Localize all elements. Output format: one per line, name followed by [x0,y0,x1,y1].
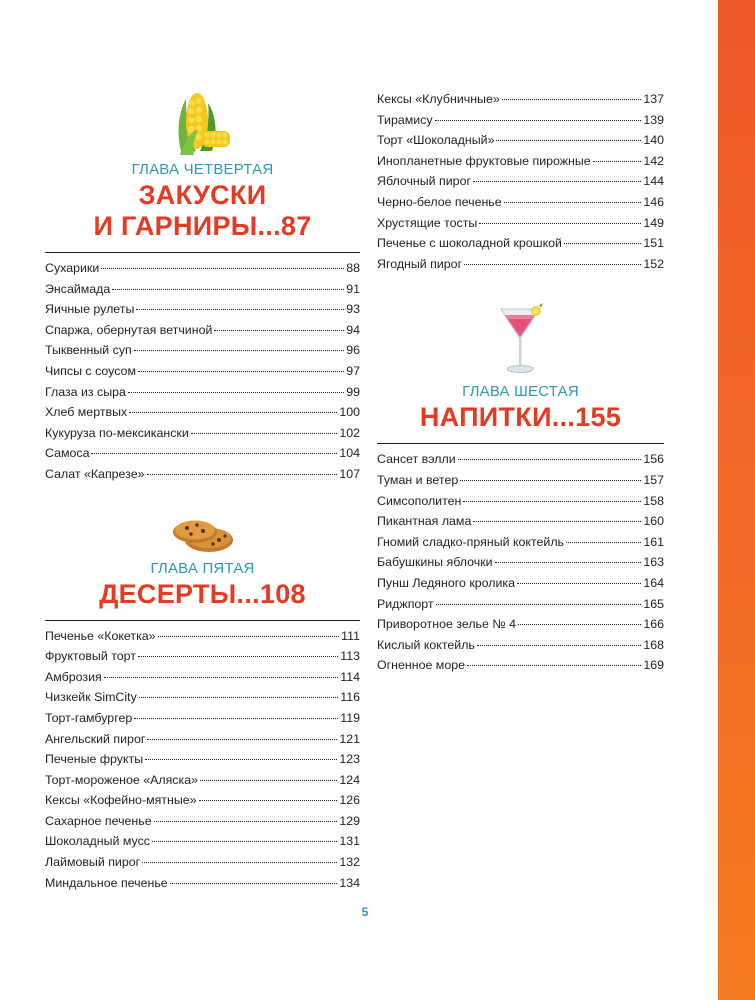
toc-entry[interactable] [45,364,360,385]
toc-entry-page: 96 [346,343,360,358]
toc-entry-page: 168 [643,637,664,652]
toc-entry[interactable] [45,446,360,467]
toc-entry-title: Кислый коктейль [377,637,475,652]
toc-entry[interactable] [45,876,360,897]
toc-entry-page: 129 [339,813,360,828]
toc-entry-page: 165 [643,596,664,611]
toc-entry[interactable] [45,670,360,691]
toc-entry[interactable] [45,385,360,406]
toc-entry-page: 161 [643,534,664,549]
toc-entry-page: 102 [339,425,360,440]
toc-entry-title: Яблочный пирог [377,174,471,189]
dot-leader [473,181,641,182]
toc-entry-page: 99 [346,384,360,399]
dot-leader [463,501,641,502]
dot-leader [200,780,337,781]
toc-entry[interactable] [45,855,360,876]
divider [45,620,360,621]
chapter-five-heading [45,560,360,610]
toc-entry[interactable] [45,752,360,773]
toc-entry-page: 140 [643,133,664,148]
toc-entry-title: Лаймовый пирог [45,855,141,870]
dot-leader [170,883,338,884]
toc-entry-page: 164 [643,575,664,590]
toc-entry-title: Фруктовый торт [45,649,136,664]
toc-entry[interactable] [377,92,664,113]
dot-leader [147,739,337,740]
toc-entry[interactable] [45,282,360,303]
dot-leader [145,759,337,760]
dot-leader [436,604,642,605]
toc-entry-page: 151 [643,236,664,251]
dot-leader [101,268,344,269]
toc-entry-title: Риджпорт [377,596,434,611]
toc-entry-page: 121 [339,731,360,746]
side-color-bar [718,0,755,1000]
toc-entry-page: 137 [643,92,664,106]
toc-entry[interactable] [45,711,360,732]
dot-leader [91,453,337,454]
toc-entry[interactable] [45,773,360,794]
toc-entry-title: Спаржа, обернутая ветчиной [45,322,213,337]
toc-entry[interactable] [45,261,360,282]
divider [45,252,360,253]
chapter-four-heading [45,161,360,242]
dot-leader [158,636,340,637]
toc-entry[interactable] [45,467,360,488]
toc-entry[interactable] [45,302,360,323]
toc-entry-title: Сахарное печенье [45,813,152,828]
dot-leader [104,677,339,678]
toc-entry-title: Амброзия [45,669,102,684]
toc-entry-title: Печенье «Кокетка» [45,628,156,643]
toc-entry-title: Тирамису [377,112,433,127]
toc-entry-title: Чипсы с соусом [45,363,136,378]
toc-entry-page: 131 [339,834,360,849]
toc-entry[interactable] [45,426,360,447]
toc-entry-title: Приворотное зелье № 4 [377,617,516,632]
right-column [377,92,664,679]
dot-leader [518,624,641,625]
dot-leader [152,841,337,842]
toc-entry-page: 166 [643,617,664,632]
toc-entry-title: Симсополитен [377,493,462,508]
chapter-title-line: ЗАКУСКИ [138,180,267,210]
toc-entry-page: 152 [643,256,664,271]
toc-entry-title: Инопланетные фруктовые пирожные [377,153,591,168]
cocktail-icon [377,303,664,379]
toc-entry[interactable] [45,405,360,426]
toc-entry-page: 91 [346,281,360,296]
dot-leader [593,161,642,162]
toc-entry[interactable] [45,732,360,753]
toc-entry-page: 100 [339,405,360,420]
toc-entry-page: 158 [643,493,664,508]
toc-entry-title: Чизкейк SimCity [45,690,137,705]
toc-entry[interactable] [45,814,360,835]
dot-leader [142,862,337,863]
toc-entry-page: 146 [643,194,664,209]
toc-entry-title: Печенье с шоколадной крошкой [377,236,562,251]
dot-leader [473,521,641,522]
chapter-title-line: И ГАРНИРЫ...87 [93,211,312,241]
toc-entry[interactable] [377,154,664,175]
dot-leader [467,665,641,666]
toc-entry[interactable] [377,257,664,278]
toc-entry-title: Печеные фрукты [45,752,144,767]
toc-entry-page: 88 [346,261,360,275]
toc-entry-title: Салат «Капрезе» [45,466,145,481]
toc-entry-page: 156 [643,452,664,467]
dot-leader [138,656,338,657]
toc-entry[interactable] [377,514,664,535]
toc-entry-page: 144 [643,174,664,189]
chapter-six-heading [377,383,664,433]
toc-entry-title: Хрустящие тосты [377,215,478,230]
toc-list-chapter-five [45,629,360,897]
toc-list-chapter-six [377,452,664,679]
toc-entry[interactable] [377,216,664,237]
dot-leader [564,243,641,244]
toc-entry-title: Огненное море [377,658,465,673]
dot-leader [496,140,641,141]
dot-leader [460,480,641,481]
dot-leader [502,99,642,100]
toc-entry-page: 124 [339,772,360,787]
toc-entry[interactable] [377,133,664,154]
toc-entry[interactable] [377,113,664,134]
toc-entry-title: Сухарики [45,261,100,275]
toc-entry-title: Энсаймада [45,281,111,296]
dot-leader [517,583,641,584]
dot-leader [504,202,642,203]
toc-entry-page: 116 [340,690,360,705]
toc-entry-page: 139 [643,112,664,127]
dot-leader [139,697,338,698]
dot-leader [191,433,338,434]
toc-entry-page: 111 [341,628,360,643]
toc-entry[interactable] [377,638,664,659]
toc-entry[interactable] [45,323,360,344]
dot-leader [464,264,641,265]
dot-leader [138,371,344,372]
toc-entry-page: 119 [340,710,360,725]
toc-entry-title: Кексы «Кофейно-мятные» [45,793,197,808]
toc-entry-page: 93 [346,302,360,317]
dot-leader [136,309,344,310]
toc-entry-title: Шоколадный мусс [45,834,150,849]
dot-leader [566,542,641,543]
dot-leader [112,289,344,290]
dot-leader [495,562,642,563]
toc-entry-page: 94 [346,322,360,337]
toc-entry-title: Сансет вэлли [377,452,456,467]
left-column [45,85,360,896]
toc-entry-title: Пикантная лама [377,514,472,529]
toc-entry-page: 163 [643,555,664,570]
toc-entry-title: Самоса [45,446,90,461]
dot-leader [128,392,344,393]
toc-entry-page: 126 [339,793,360,808]
toc-entry-title: Ангельский пирог [45,731,146,746]
toc-entry-title: Торт «Шоколадный» [377,133,495,148]
chapter-title: НАПИТКИ...155 [419,402,622,433]
toc-entry[interactable] [377,236,664,257]
divider [377,443,664,444]
toc-entry-title: Хлеб мертвых [45,405,128,420]
toc-entry-title: Миндальное печенье [45,875,168,890]
chapter-label: ГЛАВА ЧЕТВЕРТАЯ [131,161,274,178]
toc-entry-title: Кукуруза по-мексикански [45,425,189,440]
toc-entry-title: Ягодный пирог [377,256,463,271]
toc-entry[interactable] [377,617,664,638]
page-number: 5 [361,905,369,919]
toc-entry[interactable] [45,690,360,711]
toc-entry-page: 132 [339,855,360,870]
toc-entry[interactable] [377,597,664,618]
toc-entry[interactable] [377,452,664,473]
dot-leader [214,330,344,331]
toc-entry-page: 114 [340,669,360,684]
toc-entry-page: 169 [643,658,664,673]
toc-entry-title: Черно-белое печенье [377,194,502,209]
toc-entry-title: Торт-мороженое «Аляска» [45,772,198,787]
dot-leader [199,800,338,801]
chapter-label: ГЛАВА ПЯТАЯ [150,559,255,577]
toc-entry-page: 134 [339,875,360,890]
toc-entry-page: 107 [339,466,360,481]
toc-entry-title: Глаза из сыра [45,384,126,399]
toc-entry[interactable] [377,494,664,515]
toc-entry[interactable] [377,555,664,576]
toc-list-chapter-four [45,261,360,488]
toc-entry[interactable] [377,174,664,195]
toc-entry[interactable] [45,834,360,855]
toc-entry-title: Гномий сладко-пряный коктейль [377,534,565,549]
toc-entry[interactable] [45,793,360,814]
toc-entry[interactable] [377,195,664,216]
toc-entry-title: Бабушкины яблочки [377,555,493,570]
cookies-icon [45,516,360,556]
dot-leader [479,223,641,224]
toc-entry-title: Тыквенный суп [45,343,132,358]
toc-entry-page: 142 [643,153,664,168]
dot-leader [477,645,641,646]
toc-entry-page: 157 [643,472,664,487]
chapter-label: ГЛАВА ШЕСТАЯ [462,383,579,401]
toc-entry-title: Торт-гамбургер [45,710,133,725]
toc-entry-page: 149 [643,215,664,230]
toc-entry[interactable] [377,658,664,679]
dot-leader [134,350,344,351]
dot-leader [129,412,337,413]
dot-leader [154,821,338,822]
toc-entry-page: 123 [339,752,360,767]
toc-entry[interactable] [377,535,664,556]
toc-entry[interactable] [45,343,360,364]
chapter-title [45,180,360,242]
toc-entry-title: Яичные рулеты [45,302,135,317]
toc-entry-title: Туман и ветер [377,472,459,487]
dot-leader [134,718,338,719]
toc-entry-page: 113 [340,649,360,664]
toc-entry[interactable] [45,649,360,670]
toc-entry[interactable] [45,629,360,650]
chapter-title: ДЕСЕРТЫ...108 [99,578,306,609]
dot-leader [458,459,642,460]
toc-entry-page: 97 [346,363,360,378]
toc-entry-page: 160 [643,514,664,529]
toc-entry[interactable] [377,473,664,494]
toc-list-chapter-five-continued [377,92,664,277]
corn-icon [45,85,360,157]
toc-entry[interactable] [377,576,664,597]
toc-entry-title: Кексы «Клубничные» [377,92,500,106]
toc-entry-title: Пунш Ледяного кролика [377,575,515,590]
dot-leader [435,120,642,121]
toc-entry-page: 104 [339,446,360,461]
dot-leader [147,474,338,475]
